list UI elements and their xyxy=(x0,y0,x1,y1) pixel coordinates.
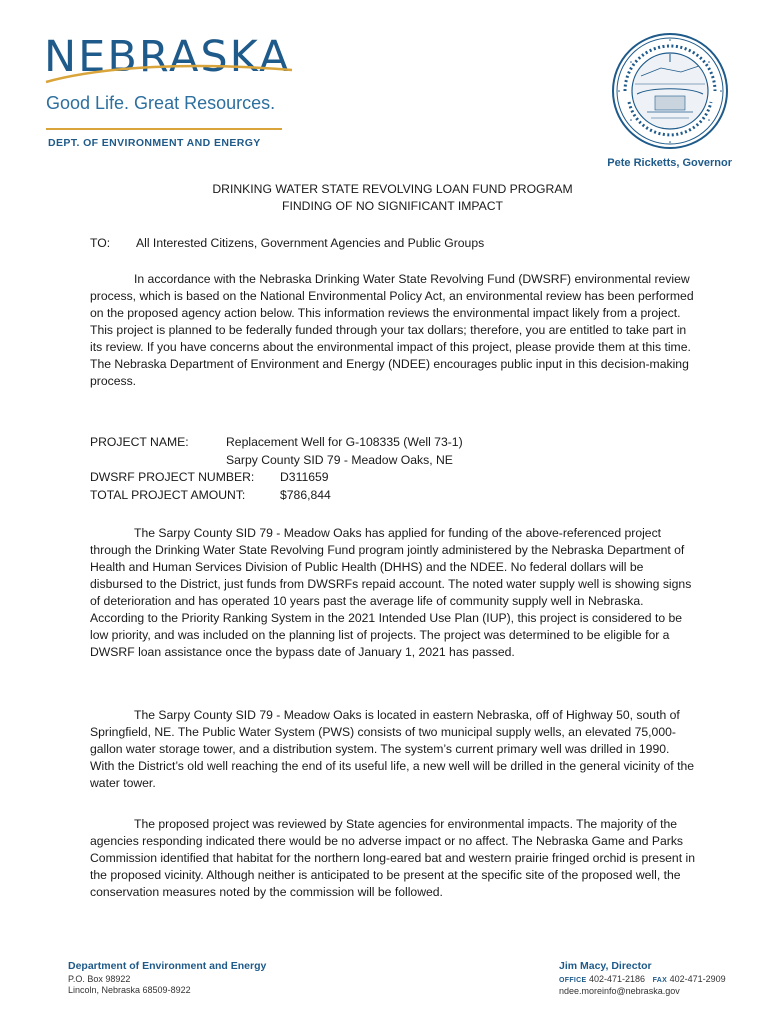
project-number-row xyxy=(90,469,690,487)
footer-city: Lincoln, Nebraska 68509-8922 xyxy=(68,985,191,995)
location-paragraph: The Sarpy County SID 79 - Meadow Oaks is located in eastern Nebraska, off of Highway 50, south of Springfield, NE. The Public Water System (PWS) consists of two municipal supply wells, an elevated 75,000-gallon water storage tower, and a distribution system. The system’s current primary well was drilled in 1990. With the District’s old well reaching the end of its useful life, a new well will be drilled in the general vicinity of the water tower. xyxy=(90,708,695,790)
project-location-row xyxy=(90,452,690,470)
project-name-label: PROJECT NAME: xyxy=(90,435,189,449)
document-title xyxy=(90,181,695,215)
footer-department: Department of Environment and Energy xyxy=(68,960,267,972)
project-number-value: D311659 xyxy=(280,470,329,484)
project-number-label: DWSRF PROJECT NUMBER: xyxy=(90,470,255,484)
title-line-1: DRINKING WATER STATE REVOLVING LOAN FUND PROGRAM xyxy=(212,182,573,196)
governor-name: Pete Ricketts, Governor xyxy=(607,157,732,169)
project-name-row xyxy=(90,434,690,452)
nebraska-logo-wordmark: NEBRASKA xyxy=(44,32,291,82)
fax-phone: 402-471-2909 xyxy=(669,974,726,984)
title-line-2: FINDING OF NO SIGNIFICANT IMPACT xyxy=(282,199,503,213)
office-label: OFFICE xyxy=(559,977,587,984)
footer-contact xyxy=(559,961,726,997)
fax-label: FAX xyxy=(652,977,668,984)
funding-paragraph: The Sarpy County SID 79 - Meadow Oaks has applied for funding of the above-referenced project through the Drinking Water State Revolving Fund program jointly administered by the Nebraska Department of Health and Human Services Division of Public Health (DHHS) and the NDEE. No federal dollars will be disbursed to the District, just funds from DWSRFs repaid account. The noted water supply well is showing signs of deterioration and has operated 10 years past the average life of community supply well in Nebraska. According to the Priority Ranking System in the 2021 Intended Use Plan (IUP), this project is considered to be low priority, and was included on the planning list of projects. The project was determined to be eligible for a DWSRF loan assistance once the bypass date of January 1, 2021 has passed. xyxy=(90,526,692,659)
footer-email[interactable]: ndee.moreinfo@nebraska.gov xyxy=(559,986,680,996)
great-seal-icon xyxy=(611,32,729,150)
header-divider xyxy=(46,128,282,130)
project-amount-row xyxy=(90,487,690,505)
to-value: All Interested Citizens, Government Agencies and Public Groups xyxy=(136,236,485,250)
project-name-value: Replacement Well for G-108335 (Well 73-1) xyxy=(226,435,463,449)
footer-po-box: P.O. Box 98922 xyxy=(68,974,131,984)
footer-director: Jim Macy, Director xyxy=(559,960,652,972)
review-paragraph: The proposed project was reviewed by State agencies for environmental impacts. The majority of the agencies responding indicated there would be no adverse impact or no affect. The Nebraska Game and Parks Commission identified that habitat for the northern long-eared bat and western prairie fringed orchid is present in the proposed vicinity. Although neither is anticipated to be present at the specific site of the proposed well, the conservation measures noted by the commission will be followed. xyxy=(90,817,695,899)
tagline: Good Life. Great Resources. xyxy=(46,93,276,113)
footer-address xyxy=(68,961,266,996)
to-label: TO: xyxy=(90,236,111,250)
footer-phones xyxy=(559,974,726,986)
project-amount-label: TOTAL PROJECT AMOUNT: xyxy=(90,487,246,502)
department-name: DEPT. OF ENVIRONMENT AND ENERGY xyxy=(48,137,261,149)
project-info xyxy=(90,434,690,504)
project-amount-value: $786,844 xyxy=(280,487,331,502)
intro-paragraph: In accordance with the Nebraska Drinking Water State Revolving Fund (DWSRF) environmental review process, which is based on the National Environmental Policy Act, an environmental review has been performed on the proposed agency action below. This information reviews the environmental impact likely from a project. This project is planned to be federally funded through your tax dollars; therefore, you are entitled to take part in its review. If you have concerns about the environmental impact of this project, please provide them at this time. The Nebraska Department of Environment and Energy (NDEE) encourages public input in this decision-making process. xyxy=(90,272,694,388)
project-location-value: Sarpy County SID 79 - Meadow Oaks, NE xyxy=(226,452,453,467)
office-phone: 402-471-2186 xyxy=(588,974,646,984)
logo-swoosh-icon xyxy=(44,56,294,86)
